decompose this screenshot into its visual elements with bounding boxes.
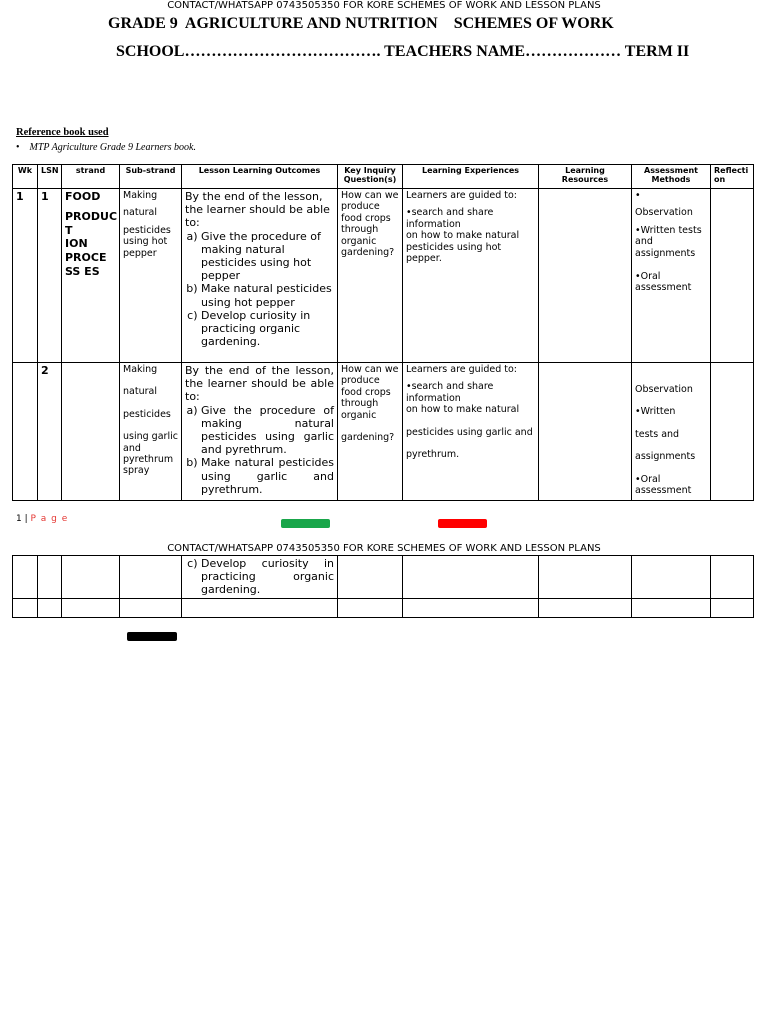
header-assessment: Assessment Methods bbox=[632, 165, 711, 189]
cell-assessment bbox=[632, 556, 711, 599]
cell-lesson bbox=[38, 598, 62, 617]
experience-line: •search and share information bbox=[406, 381, 494, 404]
cell-outcomes bbox=[182, 189, 338, 363]
page-number: 1 bbox=[16, 514, 22, 524]
cell-outcomes bbox=[182, 598, 338, 617]
strand-line: FOOD bbox=[65, 190, 101, 203]
cell-inquiry bbox=[338, 556, 403, 599]
substrand-line: Making bbox=[123, 190, 158, 201]
cell-experiences bbox=[403, 598, 539, 617]
header-outcomes: Lesson Learning Outcomes bbox=[182, 165, 338, 189]
bullet-icon: • bbox=[16, 142, 20, 153]
assessment-line: •Oral assessment bbox=[635, 270, 692, 294]
reference-heading: Reference book used bbox=[16, 127, 109, 138]
outcome-item: b. Make natural pesticides using garlic and pyrethrum. bbox=[201, 456, 334, 496]
black-marker-bar bbox=[127, 632, 177, 641]
cell-assessment bbox=[632, 363, 711, 501]
outcome-item: a. Give the procedure of making natural pesticides using garlic and pyrethrum. bbox=[201, 404, 334, 457]
header-wk: Wk bbox=[13, 165, 38, 189]
cell-reflection bbox=[711, 556, 754, 599]
cell-inquiry bbox=[338, 598, 403, 617]
outcomes-intro: By the end of the lesson, the learner should be able to: bbox=[185, 364, 334, 404]
header-substrand: Sub-strand bbox=[120, 165, 182, 189]
cell-inquiry: How can we produce food crops through organic gardening? bbox=[338, 189, 403, 363]
strand-line: PRODUC T bbox=[65, 209, 118, 237]
table-row bbox=[13, 598, 754, 617]
header-strand: strand bbox=[62, 165, 120, 189]
assessment-line: Observation bbox=[635, 384, 693, 395]
cell-substrand bbox=[120, 189, 182, 363]
cell-reflection bbox=[711, 363, 754, 501]
cell-lesson: 2 bbox=[38, 363, 62, 501]
cell-substrand bbox=[120, 363, 182, 501]
contact-banner: CONTACT/WHATSAPP 0743505350 FOR KORE SCHEMES OF WORK AND LESSON PLANS bbox=[167, 0, 601, 11]
cell-outcomes bbox=[182, 363, 338, 501]
cell-reflection bbox=[711, 189, 754, 363]
assessment-line: •Written tests and assignments bbox=[635, 224, 702, 259]
schemes-table-continued bbox=[12, 555, 754, 618]
outcome-item: c. Develop curiosity in practicing organic gardening. bbox=[201, 309, 334, 349]
assessment-line: assignments bbox=[635, 451, 696, 463]
cell-substrand bbox=[120, 556, 182, 599]
cell-strand bbox=[62, 556, 120, 599]
table-row bbox=[13, 189, 754, 363]
experience-line: •search and share information bbox=[406, 207, 494, 230]
table-row bbox=[13, 363, 754, 501]
cell-week bbox=[13, 598, 38, 617]
cell-resources bbox=[539, 598, 632, 617]
experience-line: Learners are guided to: bbox=[406, 364, 518, 375]
experience-line: on how to make natural bbox=[406, 404, 520, 416]
substrand-line: Making bbox=[123, 364, 158, 375]
table-row bbox=[13, 556, 754, 599]
header-inquiry: Key Inquiry Question(s) bbox=[338, 165, 403, 189]
substrand-line: using garlic and pyrethrum spray bbox=[123, 431, 178, 477]
cell-resources bbox=[539, 556, 632, 599]
outcome-item: c. Develop curiosity in practicing organic gardening. bbox=[201, 557, 334, 597]
substrand-line: pesticides using hot pepper bbox=[123, 224, 171, 259]
experience-line: on how to make natural pesticides using hot pepper. bbox=[406, 230, 520, 264]
reference-item bbox=[16, 142, 196, 153]
outcomes-list bbox=[185, 404, 334, 496]
table-header-row bbox=[13, 165, 754, 189]
inquiry-line: gardening? bbox=[341, 431, 395, 443]
assessment-line: •Oral assessment bbox=[635, 473, 692, 496]
green-marker-bar bbox=[281, 519, 330, 528]
cell-outcomes bbox=[182, 556, 338, 599]
cell-assessment bbox=[632, 598, 711, 617]
cell-experiences bbox=[403, 363, 539, 501]
header-reflection: Reflecti on bbox=[711, 165, 754, 189]
header-experiences: Learning Experiences bbox=[403, 165, 539, 189]
reference-item-text: MTP Agriculture Grade 9 Learners book. bbox=[29, 142, 196, 153]
outcomes-intro: By the end of the lesson, the learner should be able to: bbox=[185, 190, 330, 230]
experience-line: Learners are guided to: bbox=[406, 190, 518, 201]
assessment-line: Observation bbox=[635, 207, 693, 219]
outcomes-list bbox=[185, 557, 334, 597]
assessment-line: tests and bbox=[635, 428, 680, 440]
substrand-line: natural bbox=[123, 207, 157, 219]
cell-experiences bbox=[403, 189, 539, 363]
cell-experiences bbox=[403, 556, 539, 599]
cell-resources bbox=[539, 363, 632, 501]
strand-line: PROCE bbox=[65, 251, 107, 264]
page-separator: | bbox=[21, 514, 31, 524]
red-marker-bar bbox=[438, 519, 487, 528]
assessment-line: • bbox=[635, 190, 641, 201]
header-lsn: LSN bbox=[38, 165, 62, 189]
cell-assessment bbox=[632, 189, 711, 363]
experience-line: pesticides using garlic and bbox=[406, 426, 533, 438]
schemes-table bbox=[12, 164, 754, 501]
contact-banner-page2: CONTACT/WHATSAPP 0743505350 FOR KORE SCHEMES OF WORK AND LESSON PLANS bbox=[167, 543, 601, 554]
cell-week: 1 bbox=[13, 189, 38, 363]
experience-line: pyrethrum. bbox=[406, 448, 460, 460]
substrand-line: pesticides bbox=[123, 408, 171, 420]
cell-week bbox=[13, 363, 38, 501]
cell-lesson: 1 bbox=[38, 189, 62, 363]
cell-inquiry bbox=[338, 363, 403, 501]
header-resources: Learning Resources bbox=[539, 165, 632, 189]
cell-lesson bbox=[38, 556, 62, 599]
strand-line: ION bbox=[65, 237, 88, 251]
substrand-line: natural bbox=[123, 386, 157, 398]
school-teacher-line: SCHOOL………………………………. TEACHERS NAME……………… TERM II bbox=[116, 43, 690, 60]
cell-reflection bbox=[711, 598, 754, 617]
strand-line: SS ES bbox=[65, 264, 100, 278]
inquiry-line: How can we produce food crops through organic bbox=[341, 364, 399, 421]
outcomes-list bbox=[185, 230, 334, 349]
cell-resources bbox=[539, 189, 632, 363]
cell-strand bbox=[62, 189, 120, 363]
outcome-item: b. Make natural pesticides using hot pepper bbox=[201, 282, 334, 308]
cell-strand bbox=[62, 598, 120, 617]
document-title: GRADE 9 AGRICULTURE AND NUTRITION SCHEMES OF WORK bbox=[108, 15, 614, 32]
assessment-line: •Written bbox=[635, 406, 676, 418]
outcome-item: a. Give the procedure of making natural pesticides using hot pepper bbox=[201, 230, 334, 283]
page-footer bbox=[16, 514, 68, 524]
cell-strand bbox=[62, 363, 120, 501]
cell-substrand bbox=[120, 598, 182, 617]
page-label: P a g e bbox=[30, 514, 69, 524]
cell-week bbox=[13, 556, 38, 599]
